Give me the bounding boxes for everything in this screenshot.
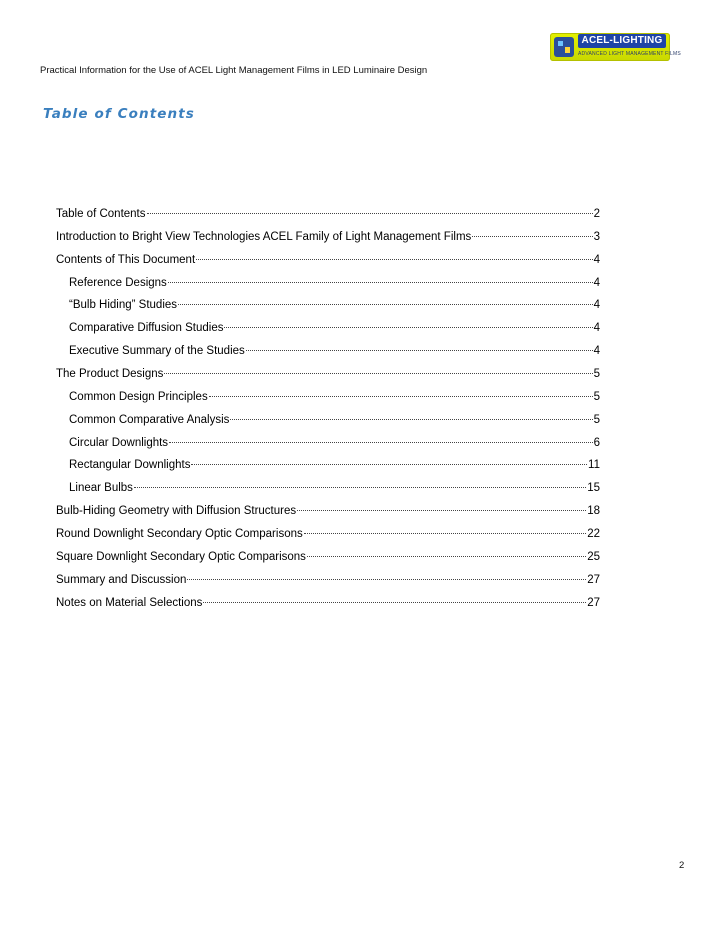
toc-entry[interactable] — [56, 500, 600, 523]
toc-entry-page: 5 — [593, 390, 600, 403]
toc-entry[interactable] — [56, 317, 600, 340]
toc-dot-leader — [246, 350, 593, 351]
toc-entry-title: Reference Designs — [69, 276, 167, 289]
toc-entry[interactable] — [56, 226, 600, 249]
toc-entry-title: The Product Designs — [56, 368, 164, 381]
toc-entry[interactable] — [56, 454, 600, 477]
toc-entry-page: 3 — [593, 230, 600, 243]
toc-entry[interactable] — [56, 569, 600, 592]
toc-entry-page: 25 — [587, 550, 600, 563]
acel-lighting-logo — [550, 33, 681, 61]
toc-dot-leader — [224, 327, 592, 328]
toc-list — [56, 203, 600, 614]
toc-entry[interactable] — [56, 592, 600, 615]
toc-dot-leader — [307, 556, 586, 557]
page-number: 2 — [679, 860, 685, 871]
toc-entry-title: Comparative Diffusion Studies — [69, 322, 224, 335]
toc-entry[interactable] — [56, 340, 600, 363]
toc-entry-title: “Bulb Hiding” Studies — [69, 299, 178, 312]
toc-entry[interactable] — [56, 363, 600, 386]
toc-entry-title: Square Downlight Secondary Optic Comparisons — [56, 550, 306, 563]
toc-entry-page: 4 — [593, 299, 600, 312]
toc-heading: Table of Contents — [43, 106, 195, 122]
toc-entry-title: Bulb-Hiding Geometry with Diffusion Structures — [56, 505, 297, 518]
toc-entry[interactable] — [56, 272, 600, 295]
toc-entry[interactable] — [56, 432, 600, 455]
toc-entry-page: 4 — [593, 322, 600, 335]
toc-entry[interactable] — [56, 249, 600, 272]
toc-entry-page: 18 — [587, 505, 600, 518]
logo-tagline: ADVANCED LIGHT MANAGEMENT FILMS — [578, 51, 681, 57]
toc-entry[interactable] — [56, 294, 600, 317]
toc-entry-page: 27 — [587, 596, 600, 609]
toc-dot-leader — [304, 533, 586, 534]
logo-name: ACEL-LIGHTING — [578, 34, 666, 48]
toc-dot-leader — [196, 259, 592, 260]
toc-entry-page: 2 — [593, 208, 600, 220]
toc-entry-page: 11 — [588, 459, 600, 472]
toc-entry-page: 5 — [593, 413, 600, 426]
toc-dot-leader — [187, 579, 586, 580]
toc-dot-leader — [134, 487, 586, 488]
toc-entry-page: 6 — [593, 436, 600, 449]
toc-entry[interactable] — [56, 386, 600, 409]
toc-entry-page: 4 — [593, 253, 600, 266]
toc-dot-leader — [203, 602, 586, 603]
toc-dot-leader — [169, 442, 593, 443]
toc-entry[interactable] — [56, 409, 600, 432]
toc-dot-leader — [147, 213, 593, 214]
toc-entry-page: 4 — [593, 345, 600, 358]
toc-entry-page: 22 — [587, 528, 600, 541]
toc-entry[interactable] — [56, 477, 600, 500]
toc-entry-title: Common Design Principles — [69, 390, 208, 403]
toc-dot-leader — [297, 510, 586, 511]
toc-entry-page: 15 — [587, 482, 600, 495]
toc-entry-title: Contents of This Document — [56, 253, 196, 266]
toc-dot-leader — [191, 464, 587, 465]
toc-entry[interactable] — [56, 523, 600, 546]
toc-dot-leader — [164, 373, 592, 374]
toc-entry-title: Common Comparative Analysis — [69, 413, 230, 426]
toc-entry-title: Introduction to Bright View Technologies ACEL Family of Light Management Films — [56, 230, 472, 243]
toc-entry-title: Linear Bulbs — [69, 482, 133, 495]
toc-dot-leader — [230, 419, 592, 420]
toc-entry-title: Notes on Material Selections — [56, 596, 203, 609]
toc-entry-title: Table of Contents — [56, 208, 146, 220]
toc-dot-leader — [168, 282, 593, 283]
running-header: Practical Information for the Use of ACEL Light Management Films in LED Luminaire Design — [40, 65, 428, 76]
toc-entry-title: Circular Downlights — [69, 436, 169, 449]
toc-dot-leader — [209, 396, 593, 397]
toc-entry-title: Round Downlight Secondary Optic Comparisons — [56, 528, 303, 541]
toc-entry-title: Rectangular Downlights — [69, 459, 191, 472]
toc-dot-leader — [472, 236, 592, 237]
toc-entry[interactable] — [56, 546, 600, 569]
toc-dot-leader — [178, 304, 593, 305]
logo-mark-icon — [554, 37, 574, 57]
toc-entry-title: Executive Summary of the Studies — [69, 345, 245, 358]
toc-entry-page: 27 — [587, 573, 600, 586]
toc-entry-page: 5 — [593, 368, 600, 381]
toc-entry[interactable] — [56, 203, 600, 226]
toc-entry-page: 4 — [593, 276, 600, 289]
toc-entry-title: Summary and Discussion — [56, 573, 187, 586]
